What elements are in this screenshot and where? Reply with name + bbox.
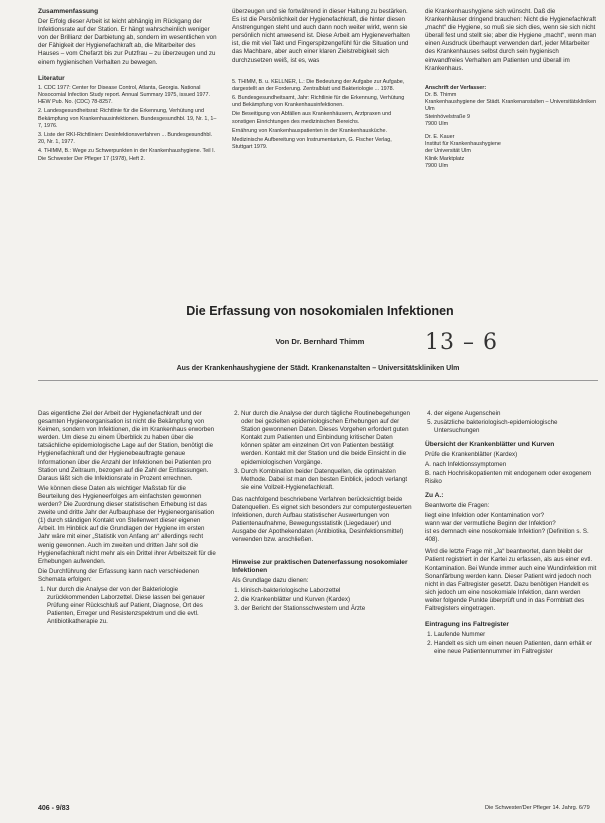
body-paragraph: Die Durchführung der Erfassung kann nach verschiedenen Schemata erfolgen: xyxy=(38,567,199,583)
address-line: Dr. E. Kauer xyxy=(425,133,455,140)
body-paragraph: Prüfe die Krankenblätter (Kardex) xyxy=(425,451,518,459)
article-author: Von Dr. Bernhard Thimm xyxy=(275,337,365,346)
reference-item: 3. Liste der RKI-Richtlinien: Desinfektionsverfahren ... Bundesgesundhbl. 20, Nr. 1, 1977. xyxy=(38,131,213,146)
reference-item: 1. CDC 1977: Center for Disease Control, Atlanta, Georgia. National Nosocomial Infection Study report. Annual Summary 1975, issued 1977. HEW Pub. No. (CDC) 78-8257. xyxy=(38,84,210,106)
address-line: Klinik Marktplatz xyxy=(425,155,465,162)
author-address xyxy=(425,85,597,170)
reference-item: Die Beseitigung von Abfällen aus Krankenhäusern, Arztpraxen und sonstigen Einrichtungen des medizinischen Bereichs. xyxy=(232,111,392,125)
reference-item: 2. Landesgesundheitsrat: Richtlinie für die Erkennung, Verhütung und Bekämpfung von Krankenhausinfektionen. Bundesgesundhbl. 19, Nr. 1, 1–7, 1976. xyxy=(38,108,217,129)
list-item: 1. klinisch-bakteriologische Laborzettel xyxy=(241,587,412,595)
reference-list xyxy=(38,85,218,163)
list-item: 3. der Bericht der Stationsschwestern und Ärzte xyxy=(241,605,412,613)
method-list xyxy=(232,410,412,492)
body-column-2 xyxy=(232,410,412,614)
body-paragraph: Das eigentliche Ziel der Arbeit der Hygienefachkraft und der gesamten Hygieneorganisation ist nicht die Bekämpfung von Keimen, sondern von Infektionen, die im Krankenhaus erworben werden. Um diese zu einem Überblick zu haben über die tatsächliche epidemiologische Lage auf der Station, benötigt die Hygienefachkraft und der Hygienebeauftragte genaue Informationen über die Anzahl der Infektionen bei Patienten pro Station und Zeitraum, bezogen auf die Zahl der Entlassungen. Daraus läßt sich die Infektionsrate in Prozent errechnen. xyxy=(38,410,215,482)
list-item: 2. Nur durch die Analyse der durch tägliche Routinebegehungen oder bei gezielten epidemiologischen Erhebungen auf der Station gewonnenen Daten. Dieses Vorgehen erfordert guten Kontakt zum Patienten und Einbindung kritischer Daten können später am einzelnen Ort von Patienten bestätigt werden. Kontakt mit der Station und die beide Einsicht in die epidemiologischen Vorgänge. xyxy=(241,410,412,467)
source-list xyxy=(232,587,412,613)
summary-heading: Zusammenfassung xyxy=(38,8,99,15)
page-number: 406 - 9/83 xyxy=(38,805,70,812)
body-paragraph: Das nachfolgend beschriebene Verfahren berücksichtigt beide Datenquellen. Es eignet sich besonders zur computergesteuerten Infektionen, durch Aufbau statistischer Auswertungen von Patientenaufnahme, Bewegungsstatistik (Liegedauer) und Ausgabe der Apothekendaten (Antibiotika, Desinfektionsmittel) verwenden bzw. anschließen. xyxy=(232,495,412,544)
address-heading: Anschrift der Verfasser: xyxy=(425,84,487,91)
summary-continuation: überzeugen und sie fortwährend in dieser Haltung zu bestärken. Es ist die Persönlichkeit der Hygienefachkraft, die hinter diesen Anstrengungen steht und auch dann noch weiter wirkt, wenn sie persönlich nicht anwesend ist. Diese Arbeit am Hygieneverhalten ist, die mit viel Takt und Fingerspitzengefühl für die Situation und das Machbare, aber auch einer klaren Zielstrebigkeit sich durchzusetzen weiß, ist es, was xyxy=(232,8,410,64)
address-line: Krankenhaushygiene der Städt. Krankenanstalten – Universitätskliniken Ulm xyxy=(425,99,597,113)
reference-item: 4. THIMM, B.: Wege zu Schwerpunkten in der Krankenhaushygiene. Teil I. Die Schwester Der Pfleger 17 (1978), Heft 2. xyxy=(38,148,216,162)
list-item: 1. Laufende Nummer xyxy=(434,631,597,639)
list-item: 5. zusätzliche bakteriologisch-epidemiologische Untersuchungen xyxy=(434,419,597,435)
address-line: 7900 Ulm xyxy=(425,162,449,169)
address-line: 7900 Ulm xyxy=(425,120,449,127)
journal-footer: Die Schwester/Der Pfleger 14. Jahrg. 6/79 xyxy=(485,805,590,811)
subsection-label: Zu A.: xyxy=(425,491,444,499)
reference-item: 5. THIMM, B. u. KELLNER, L.: Die Bedeutung der Aufgabe zur Aufgabe, dargestellt an der Forderung. Zentralblatt und Bakteriologie ... 1978. xyxy=(232,78,405,92)
source-list xyxy=(425,410,597,435)
reference-list xyxy=(232,79,412,152)
register-list xyxy=(425,631,597,656)
body-column-1 xyxy=(38,410,218,627)
body-column-3 xyxy=(425,410,597,657)
list-item: 3. Durch Kombination beider Datenquellen, die optimalsten Methode. Dabei ist man den besten Einblick, jedoch verlangt sie eine Vollzeit-Hygienefachkraft. xyxy=(241,468,412,492)
question-item: ist es demnach eine nosokomiale Infektion? (Definition s. S. 408). xyxy=(425,528,589,544)
summary-conclusion: die Krankenhaushygiene sich wünscht. Daß die Krankenhäuser dringend brauchen: Nicht die Hygienefachkraft „macht“ die Hygiene, so muß sie sich dies, wenn sie sich nicht überall fest und stellt sie; aber die Hygiene „macht“, wenn man einen Ausdruck überhaupt verwenden darf, jeder Mitarbeiter des Krankenhauses selbst durch sein hygienisch einwandfreies Verhalten am Patienten und überall im Krankenhaus. xyxy=(425,8,597,72)
article-title: Die Erfassung von nosokomialen Infektionen xyxy=(186,304,454,318)
reference-item: Ernährung von Krankenhauspatienten in der Krankenhausküche. xyxy=(232,127,387,134)
reference-item: 6. Bundesgesundheitsamt, Jahr: Richtlinie für die Erkennung, Verhütung und Bekämpfung von Krankenhausinfektionen. xyxy=(232,95,405,109)
address-line: der Universität Ulm xyxy=(425,148,471,155)
top-column-2 xyxy=(232,8,412,153)
list-item: 4. der eigene Augenschein xyxy=(434,410,597,418)
list-item: 1. Nur durch die Analyse der von der Bakteriologie zurückkommenden Laborzettel. Diese lassen bei genauer Prüfung einer Rückschluß auf Patient, Diagnose, Ort des Patienten, Erreger und Resistenzspektrum und die evtl. Antibiotikatherapie zu. xyxy=(47,586,218,626)
section-heading: Hinweise zur praktischen Datenerfassung nosokomialer Infektionen xyxy=(232,558,408,574)
article-affiliation: Aus der Krankenhaushygiene der Städt. Krankenanstalten – Universitätskliniken Ulm xyxy=(176,365,460,372)
question-item: wann war der vermutliche Beginn der Infektion? xyxy=(425,520,556,528)
top-column-1 xyxy=(38,8,218,165)
check-item: A. nach Infektionssymptomen xyxy=(425,461,507,469)
body-paragraph: Wird die letzte Frage mit „Ja“ beantwortet, dann bleibt der Patient registriert in der Kartei zu erfassen, als aus einer evtl. Kontamination. Bei Wunde immer auch eine Wundinfektion mit Sonanfärbung werden kann. Dieser Patient wird jedoch noch nicht in das Faltregister gesetzt. Dazu benötigen Handelt es sich jedoch um eine nosokomiale Infektion, dann werden weiter folgende Punkte überprüft und in das Formblatt des Faltregisters eingetragen. xyxy=(425,548,597,612)
body-paragraph: Wie können diese Daten als wichtiger Maßstab für die Beurteilung des Hygieneerfolges am einfachsten gewonnen werden? Die Zuordnung dieser statistischen Erhebung ist das zweite und dritte Jahr der Aufbauphase der Hygieneorganisation (1) durch ständigen Kontakt von Stellenwert dieser eigenen Arbeit. Im Hinblick auf die Grundlagen der Hygiene im ersten Jahr wäre mit einer „Statistik von Anfang an“ allerdings recht wenig gewonnen. Auch im zweiten und dritten Jahr soll die Hygienefachkraft nicht mehr als ein Drittel ihrer Arbeitszeit für die Erhebungen aufwenden. xyxy=(38,484,216,565)
address-line: Steinhövelstraße 9 xyxy=(425,113,470,120)
check-item: B. nach Hochrisikopatienten mit endogenem oder exogenem Risiko xyxy=(425,469,592,485)
reference-item: Medizinische Aufbereitung von Instrumentarium, G. Fischer Verlag, Stuttgart 1979. xyxy=(232,137,392,151)
body-paragraph: Als Grundlage dazu dienen: xyxy=(232,576,309,584)
method-list xyxy=(38,586,218,626)
top-column-3 xyxy=(425,8,597,170)
body-paragraph: Beantworte die Fragen: xyxy=(425,501,490,509)
divider xyxy=(38,380,598,381)
section-heading: Eintragung ins Faltregister xyxy=(425,621,509,629)
list-item: 2. die Krankenblätter und Kurven (Kardex) xyxy=(241,596,412,604)
address-line: Institut für Krankenhaushygiene xyxy=(425,141,501,148)
list-item: 2. Handelt es sich um einen neuen Patienten, dann erhält er eine neue Patientennummer im Faltregister xyxy=(434,640,597,656)
handwritten-note: 13 – 6 xyxy=(425,330,498,355)
section-heading: Übersicht der Krankenblätter und Kurven xyxy=(425,441,555,449)
question-item: liegt eine Infektion oder Kontamination vor? xyxy=(425,511,545,519)
summary-text: Der Erfolg dieser Arbeit ist leicht abhängig im Rückgang der Infektionsrate auf der Station. Er hängt wahrscheinlich weniger von der Brillianz der Darbietung ab, sondern im wesentlichen von der Fähigkeit der Hygienefachkraft ab, die Mitarbeiter des Hauses – vom Chefarzt bis zur Putzfrau – zu überzeugen und zu einem hygienischen Verhalten zu bewegen. xyxy=(38,18,217,66)
literature-heading: Literatur xyxy=(38,74,65,82)
address-line: Dr. B. Thimm xyxy=(425,91,457,98)
